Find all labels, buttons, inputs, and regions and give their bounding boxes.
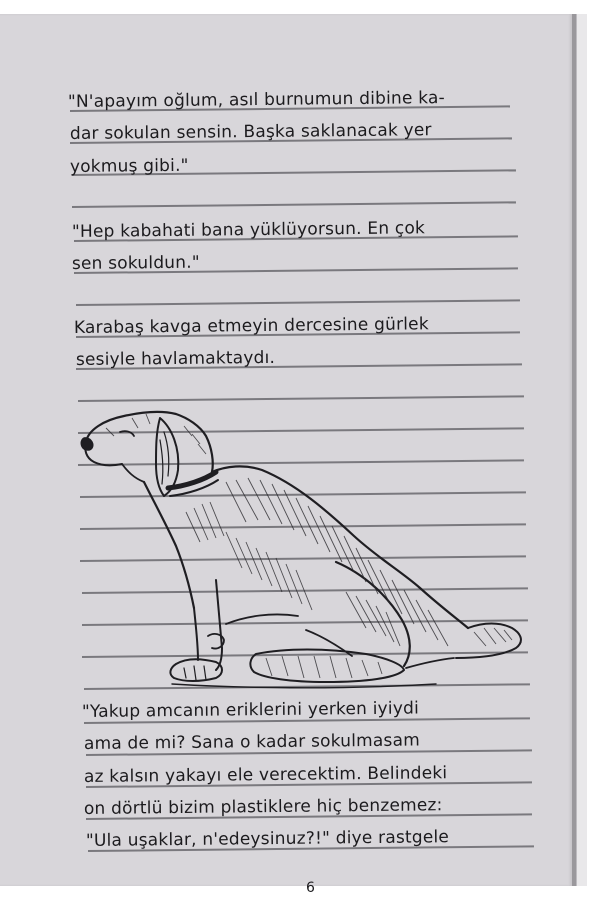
text-line: sesiyle havlamaktaydı. bbox=[75, 347, 276, 370]
text-line: dar sokulan sensin. Başka saklanacak yer bbox=[69, 120, 432, 144]
notebook-page bbox=[0, 14, 572, 896]
text-line: sen sokuldun." bbox=[71, 252, 200, 274]
text-line: "Yakup amcanın eriklerini yerken iyiydi bbox=[81, 698, 420, 722]
text-line: ama de mi? Sana o kadar sokulmasam bbox=[83, 730, 421, 754]
ruled-line bbox=[72, 201, 516, 208]
text-line: yokmuş gibi." bbox=[69, 155, 189, 177]
text-line: az kalsın yakayı ele verecektim. Belindeki bbox=[83, 763, 448, 787]
text-line: on dörtlü bizim plastiklere hiç benzemez: bbox=[83, 795, 443, 819]
page-number: 6 bbox=[306, 880, 315, 896]
text-line: "Hep kabahati bana yüklüyorsun. En çok bbox=[71, 218, 426, 242]
ruled-line bbox=[76, 299, 520, 306]
text-line: "N'apayım oğlum, asıl burnumun dibine ka- bbox=[67, 88, 446, 112]
text-line: Karabaş kavga etmeyin dercesine gürlek bbox=[73, 314, 429, 338]
dog-illustration bbox=[76, 392, 536, 697]
text-line: "Ula uşaklar, n'edeysinuz?!" diye rastgele bbox=[85, 827, 450, 851]
page-edge-light bbox=[576, 14, 587, 886]
